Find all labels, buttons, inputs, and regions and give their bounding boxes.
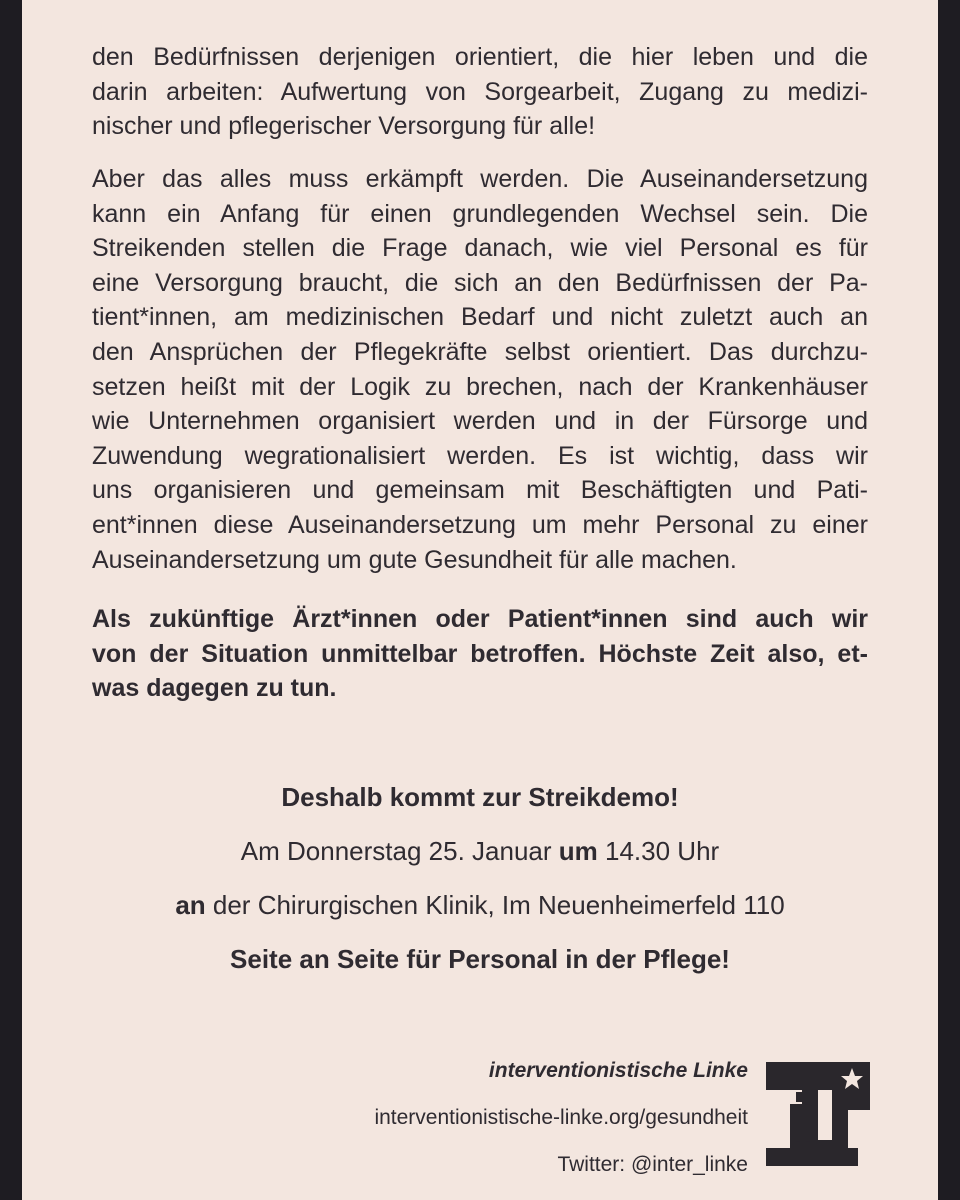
event-place-line <box>22 890 938 921</box>
paragraph-struggle <box>92 162 868 577</box>
event-place: der Chirurgischen Klinik, Im Neuenheimerfeld 110 <box>212 890 785 920</box>
organization-name: interventionistische Linke <box>488 1059 748 1082</box>
text-line: tient*innen, am medizinischen Bedarf und nicht zuletzt auch an <box>92 303 868 332</box>
text-line: wie Unternehmen organisiert werden und in der Fürsorge und <box>92 407 868 436</box>
text-line: nischer und pflegerischer Versorgung für alle! <box>92 112 596 141</box>
flyer-page <box>22 0 938 1200</box>
text-line: was dagegen zu tun. <box>92 674 337 703</box>
event-time: 14.30 Uhr <box>605 836 720 866</box>
text-line: darin arbeiten: Aufwertung von Sorgearbeit, Zugang zu medizi- <box>92 77 868 106</box>
text-line: Aber das alles muss erkämpft werden. Die Auseinandersetzung <box>92 165 868 193</box>
text-line: kann ein Anfang für einen grundlegenden Wechsel sein. Die <box>92 199 868 228</box>
text-line: von der Situation unmittelbar betroffen. Höchste Zeit also, et- <box>92 639 868 668</box>
text-line: Streikenden stellen die Frage danach, wie viel Personal es für <box>92 234 868 263</box>
event-date: Am Donnerstag 25. Januar <box>240 836 552 866</box>
text-line: Als zukünftige Ärzt*innen oder Patient*innen sind auch wir <box>92 605 868 633</box>
date-connector: um <box>558 836 598 866</box>
text-line: ent*innen diese Auseinandersetzung um mehr Personal zu einer <box>92 510 868 539</box>
paragraph-needs <box>92 40 868 144</box>
text-line: den Ansprüchen der Pflegekräfte selbst orientiert. Das durchzu- <box>92 337 868 366</box>
place-connector: an <box>175 890 206 920</box>
call-to-action-heading: Deshalb kommt zur Streikdemo! <box>281 782 679 812</box>
twitter-handle[interactable]: Twitter: @inter_linke <box>557 1153 748 1176</box>
text-line: den Bedürfnissen derjenigen orientiert, die hier leben und die <box>92 43 868 71</box>
text-line: eine Versorgung braucht, die sich an den Bedürfnissen der Pa- <box>92 268 868 297</box>
paragraph-affected <box>92 602 868 706</box>
interventionistische-linke-logo-icon <box>766 1062 870 1166</box>
text-line: Zuwendung wegrationalisiert werden. Es ist wichtig, dass wir <box>92 441 868 470</box>
text-line: setzen heißt mit der Logik zu brechen, nach der Krankenhäuser <box>92 372 868 401</box>
text-line: Auseinandersetzung um gute Gesundheit für alle machen. <box>92 545 737 574</box>
event-date-line <box>22 836 938 867</box>
slogan: Seite an Seite für Personal in der Pflege! <box>230 944 730 974</box>
text-line: uns organisieren und gemeinsam mit Beschäftigten und Pati- <box>92 476 868 505</box>
organization-url[interactable]: interventionistische-linke.org/gesundheit <box>374 1106 748 1129</box>
